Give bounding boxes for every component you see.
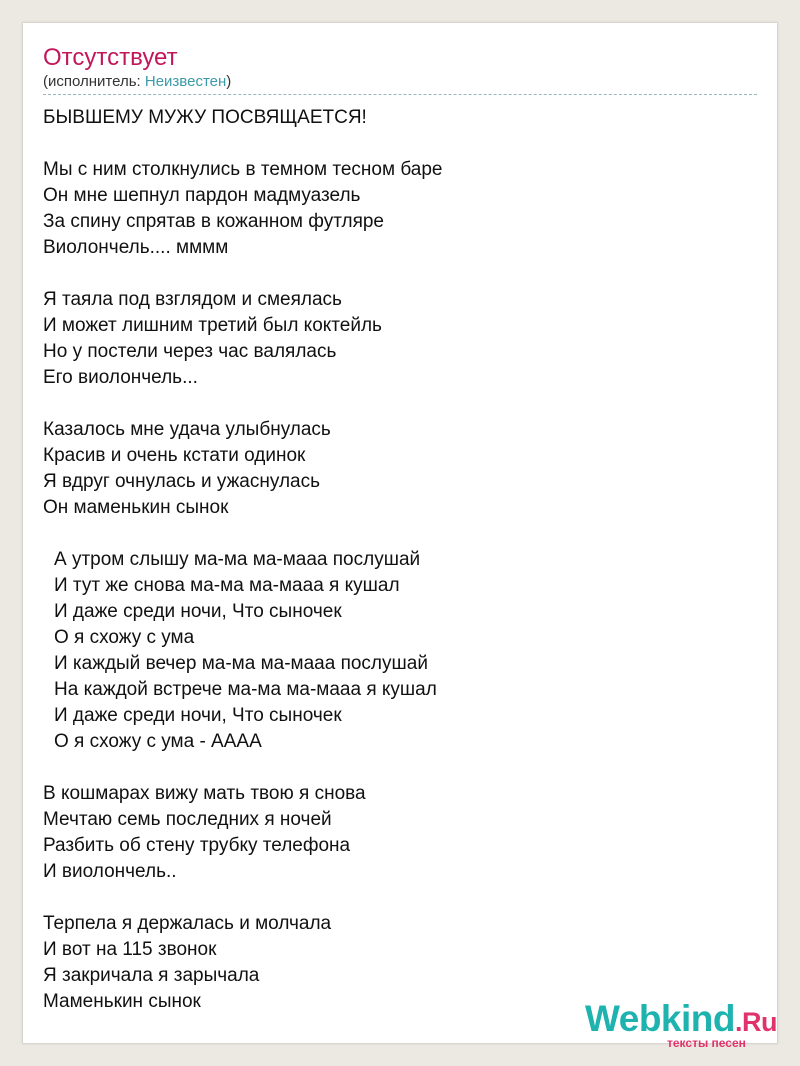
verse-2 xyxy=(43,287,757,391)
logo-tagline: тексты песен xyxy=(667,1036,746,1050)
chorus-line: О я схожу с ума xyxy=(54,627,195,648)
stanza-gap xyxy=(43,261,757,287)
lyric-line: Казалось мне удача улыбнулась xyxy=(43,419,331,440)
lyric-line: Красив и очень кстати одинок xyxy=(43,445,306,466)
verse-4 xyxy=(43,781,757,885)
chorus-line: И даже среди ночи, Что сыночек xyxy=(54,705,342,726)
lyric-line: Я таяла под взглядом и смеялась xyxy=(43,289,342,310)
song-title: Отсутствует xyxy=(43,44,178,71)
lyric-line: И виолончель.. xyxy=(43,861,177,882)
lyrics-body xyxy=(43,105,757,1015)
webkind-logo[interactable] xyxy=(585,998,785,1048)
lyric-line: Виолончель.... мммм xyxy=(43,237,229,258)
verse-1 xyxy=(43,157,757,261)
lyric-line: Я вдруг очнулась и ужаснулась xyxy=(43,471,320,492)
dedication-line: БЫВШЕМУ МУЖУ ПОСВЯЩАЕТСЯ! xyxy=(43,107,367,128)
lyric-line: Он мне шепнул пардон мадмуазель xyxy=(43,185,361,206)
lyrics-page xyxy=(22,22,778,1050)
lyric-line: В кошмарах вижу мать твою я снова xyxy=(43,783,366,804)
verse-3 xyxy=(43,417,757,521)
lyric-line: И может лишним третий был коктейль xyxy=(43,315,382,336)
lyric-line: Но у постели через час валялась xyxy=(43,341,337,362)
artist-suffix: ) xyxy=(226,73,232,90)
chorus-line: О я схожу с ума - АААА xyxy=(54,731,262,752)
chorus-line: А утром слышу ма-ма ма-мааа послушай xyxy=(54,549,421,570)
chorus-line: И каждый вечер ма-ма ма-мааа послушай xyxy=(54,653,428,674)
lyric-line: Разбить об стену трубку телефона xyxy=(43,835,351,856)
logo-tld: .Ru xyxy=(735,1007,777,1037)
logo-brand: Webkind xyxy=(585,998,735,1039)
stanza-gap xyxy=(43,391,757,417)
lyric-line: Я закричала я зарычала xyxy=(43,965,260,986)
lyric-line: Его виолончель... xyxy=(43,367,198,388)
chorus xyxy=(43,547,757,755)
stanza-gap xyxy=(43,131,757,157)
chorus-line: И даже среди ночи, Что сыночек xyxy=(54,601,342,622)
artist-line xyxy=(43,73,231,91)
chorus-line: И тут же снова ма-ма ма-мааа я кушал xyxy=(54,575,400,596)
stanza-gap xyxy=(43,885,757,911)
stanza-gap xyxy=(43,521,757,547)
lyric-line: За спину спрятав в кожанном футляре xyxy=(43,211,384,232)
artist-prefix: (исполнитель: xyxy=(43,73,145,90)
lyric-line: Мы с ним столкнулись в темном тесном баре xyxy=(43,159,443,180)
lyric-line: Он маменькин сынок xyxy=(43,497,229,518)
chorus-line: На каждой встрече ма-ма ма-мааа я кушал xyxy=(54,679,437,700)
lyric-line: Маменькин сынок xyxy=(43,991,201,1012)
stanza-gap xyxy=(43,755,757,781)
artist-link[interactable]: Неизвестен xyxy=(144,73,227,90)
lyric-line: И вот на 115 звонок xyxy=(43,939,217,960)
header-divider xyxy=(43,94,757,95)
lyric-line: Терпела я держалась и молчала xyxy=(43,913,332,934)
lyric-line: Мечтаю семь последних я ночей xyxy=(43,809,332,830)
